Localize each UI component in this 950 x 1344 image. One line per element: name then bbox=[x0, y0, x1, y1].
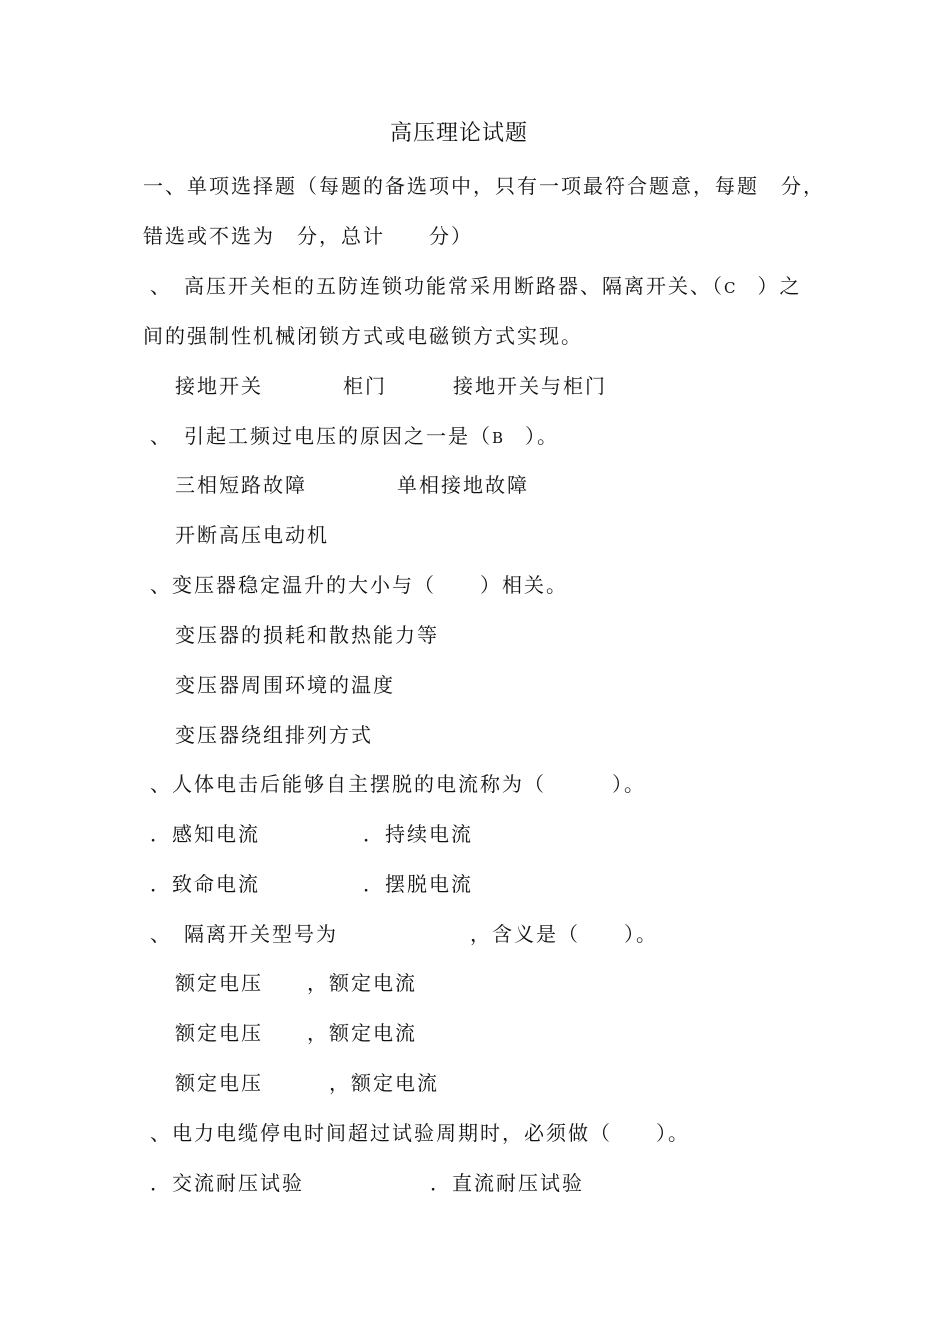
question-4-option-b: ．持续电流 bbox=[363, 822, 473, 846]
question-5-option-b: 额定电压 ，额定电流 bbox=[175, 1021, 417, 1045]
question-6-option-b: ．直流耐压试验 bbox=[430, 1171, 584, 1195]
question-3-option-c: 变压器绕组排列方式 bbox=[175, 723, 373, 747]
question-1-option-c: 接地开关与柜门 bbox=[453, 374, 607, 398]
question-4-option-a: ．感知电流 bbox=[150, 822, 260, 846]
question-1-answer: C bbox=[724, 279, 736, 297]
page-title: 高压理论试题 bbox=[390, 121, 529, 146]
question-2-prefix: 、 引起工频过电压的原因之一是（ bbox=[150, 424, 492, 448]
question-2-option-c: 开断高压电动机 bbox=[175, 523, 329, 547]
question-4-option-c: ．致命电流 bbox=[150, 872, 260, 896]
question-3-stem: 、变压器稳定温升的大小与（ ）相关。 bbox=[150, 573, 568, 597]
question-2-option-a: 三相短路故障 bbox=[175, 473, 307, 497]
question-6-option-a: ．交流耐压试验 bbox=[150, 1171, 304, 1195]
question-4-option-d: ．摆脱电流 bbox=[363, 872, 473, 896]
section-heading-line-2: 错选或不选为 分，总计 分） bbox=[143, 224, 473, 248]
question-1-prefix: 、 高压开关柜的五防连锁功能常采用断路器、隔离开关、（ bbox=[150, 274, 724, 298]
question-1-stem-line-2: 间的强制性机械闭锁方式或电磁锁方式实现。 bbox=[143, 324, 583, 348]
question-1-option-b: 柜门 bbox=[343, 374, 387, 398]
question-2-suffix: ）。 bbox=[503, 424, 560, 448]
question-4-stem: 、人体电击后能够自主摆脱的电流称为（ ）。 bbox=[150, 772, 646, 796]
question-2-answer: B bbox=[492, 429, 504, 447]
question-1-suffix: ）之 bbox=[735, 274, 802, 298]
question-2-option-b: 单相接地故障 bbox=[397, 473, 529, 497]
question-3-option-b: 变压器周围环境的温度 bbox=[175, 673, 395, 697]
question-5-option-c: 额定电压 ，额定电流 bbox=[175, 1071, 439, 1095]
question-6-stem: 、电力电缆停电时间超过试验周期时，必须做（ ）。 bbox=[150, 1121, 690, 1145]
question-5-stem-right: ，含义是（ ）。 bbox=[470, 922, 658, 946]
question-5-stem-left: 、 隔离开关型号为 bbox=[150, 922, 338, 946]
question-2-stem bbox=[150, 423, 559, 451]
question-3-option-a: 变压器的损耗和散热能力等 bbox=[175, 623, 439, 647]
question-1-stem bbox=[150, 273, 801, 301]
section-heading-line-1: 一、单项选择题（每题的备选项中，只有一项最符合题意，每题 分， bbox=[143, 174, 825, 198]
question-5-option-a: 额定电压 ，额定电流 bbox=[175, 971, 417, 995]
question-1-option-a: 接地开关 bbox=[175, 374, 263, 398]
